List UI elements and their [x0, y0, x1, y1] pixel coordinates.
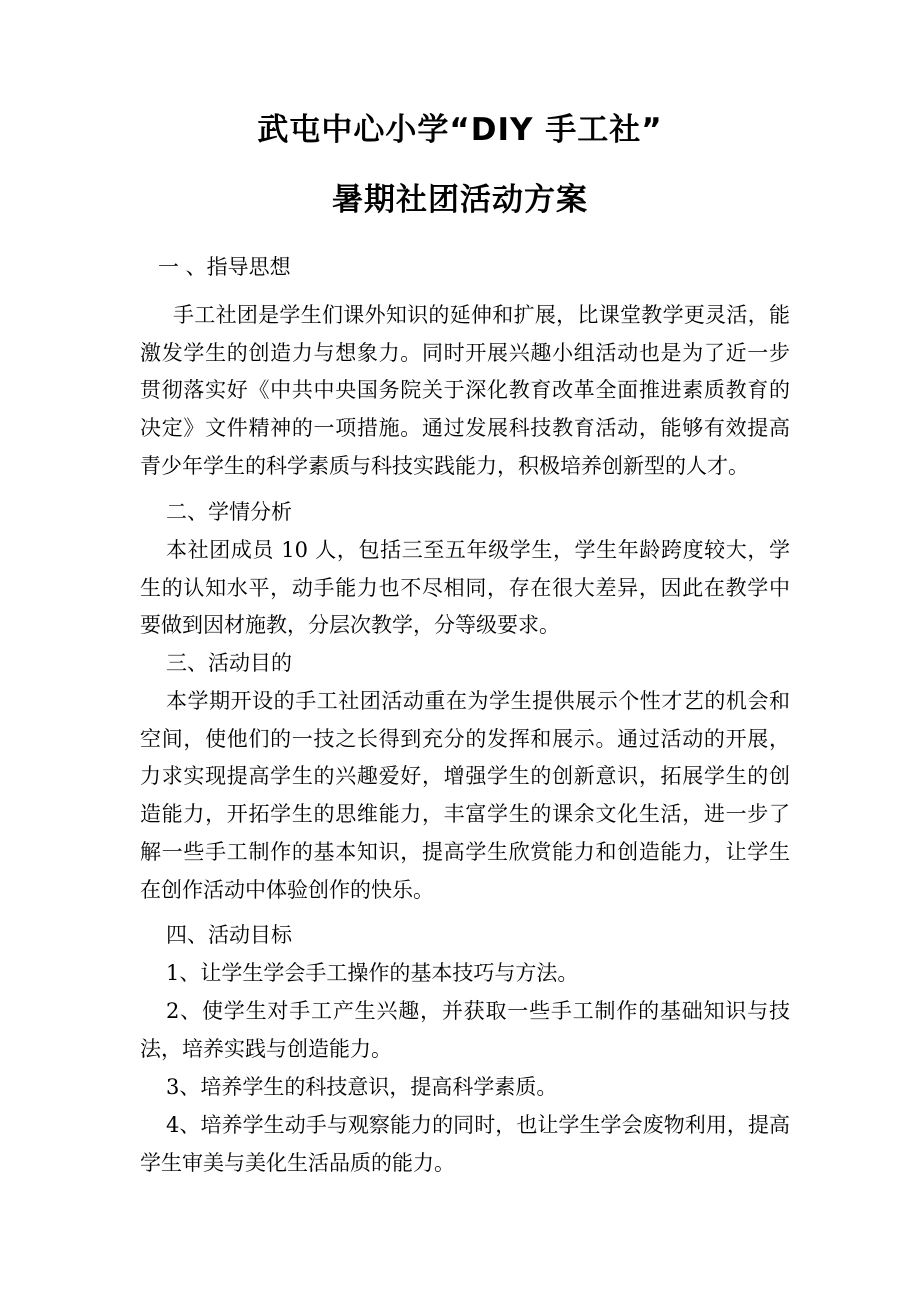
goal-item: 1、让学生学会手工操作的基本技巧与方法。	[166, 961, 579, 985]
section-heading-student-analysis: 二、学情分析	[166, 500, 292, 524]
paragraph-guiding-thought: 手工社团是学生们课外知识的延伸和扩展，比课堂教学更灵活，能激发学生的创造力与想象力。同时开展兴趣小组活动也是为了近一步贯彻落实好《中共中央国务院关于深化教育改革全面推进素质教育的决定》文件精神的一项措施。通过发展科技教育活动，能够有效提高青少年学生的科学素质与科技实践能力，积极培养创新型的人才。	[140, 303, 790, 478]
document-title: 武屯中心小学“DIY 手工社”	[257, 112, 663, 148]
goal-item: 2、使学生对手工产生兴趣，并获取一些手工制作的基础知识与技法，培养实践与创造能力。	[140, 999, 790, 1061]
document-subtitle: 暑期社团活动方案	[332, 182, 588, 218]
paragraph-activity-purpose: 本学期开设的手工社团活动重在为学生提供展示个性才艺的机会和空间，使他们的一技之长得到充分的发挥和展示。通过活动的开展，力求实现提高学生的兴趣爱好，增强学生的创新意识，拓展学生的创造能力，开拓学生的思维能力，丰富学生的课余文化生活，进一步了解一些手工制作的基本知识，提高学生欣赏能力和创造能力，让学生在创作活动中体验创作的快乐。	[140, 689, 790, 902]
section-heading-activity-purpose: 三、活动目的	[166, 651, 292, 675]
paragraph-student-analysis: 本社团成员 10 人，包括三至五年级学生，学生年龄跨度较大，学生的认知水平，动手能力也不尽相同，存在很大差异，因此在教学中要做到因材施教，分层次教学，分等级要求。	[140, 538, 790, 638]
section-heading-guiding-thought: 一 、指导思想	[158, 255, 291, 279]
goal-item: 4、培养学生动手与观察能力的同时，也让学生学会废物利用，提高学生审美与美化生活品质的能力。	[140, 1113, 790, 1175]
section-heading-activity-goals: 四、活动目标	[166, 923, 292, 947]
goal-item: 3、培养学生的科技意识，提高科学素质。	[166, 1075, 558, 1099]
